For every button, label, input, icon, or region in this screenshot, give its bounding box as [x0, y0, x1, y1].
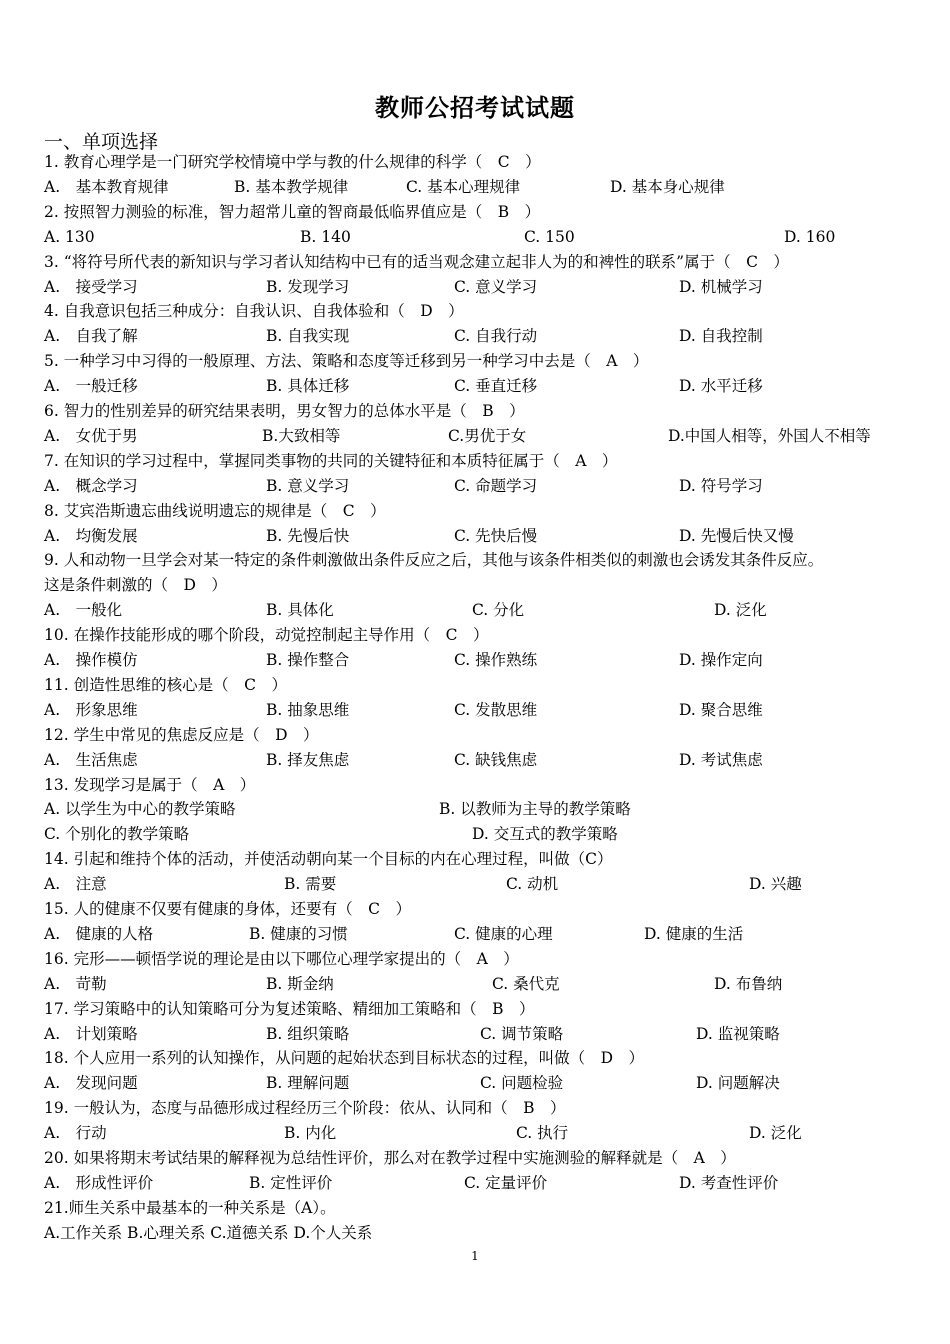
answer-option: C. 基本心理规律: [406, 177, 521, 196]
question-text: 1. 教育心理学是一门研究学校情境中学与教的什么规律的科学（ C ）: [44, 153, 541, 171]
answer-option: A. 一般迁移: [44, 377, 138, 396]
answer-options: [44, 276, 910, 298]
question-text: 3. “将符号所代表的新知识与学习者认知结构中已有的适当观念建立起非人为的和裨性的联系”属于（ C ）: [44, 252, 789, 271]
answer-option: B. 以教师为主导的教学策略: [439, 800, 631, 819]
question-text: 20. 如果将期末考试结果的解释视为总结性评价，那么对在教学过程中实施测验的解释就是（ A ）: [44, 1149, 736, 1167]
question-text: 6. 智力的性别差异的研究结果表明，男女智力的总体水平是（ B ）: [44, 402, 525, 420]
answer-option: B. 操作整合: [266, 651, 350, 669]
section-heading: 一、单项选择: [44, 131, 159, 153]
answer-option: D.中国人相等，外国人不相等: [668, 426, 871, 445]
answer-options: [44, 923, 910, 945]
document-title: 教师公招考试试题: [375, 93, 575, 122]
answer-option: D. 操作定向: [679, 651, 763, 669]
question-text: 2. 按照智力测验的标准，智力超常儿童的智商最低临界值应是（ B ）: [44, 202, 541, 221]
answer-option: C.男优于女: [448, 426, 527, 445]
answer-options: [44, 1122, 910, 1144]
question-text: 这是条件刺激的（ D ）: [44, 576, 227, 595]
answer-option: B. 理解问题: [266, 1074, 350, 1093]
answer-option: D. 先慢后快又慢: [679, 526, 794, 545]
answer-option: C. 桑代克: [492, 974, 560, 993]
answer-option: D. 泛化: [714, 601, 767, 620]
answer-option: B.大致相等: [262, 426, 341, 445]
answer-options: [44, 649, 910, 671]
answer-options: [44, 823, 910, 845]
answer-option: B. 具体迁移: [266, 377, 350, 396]
answer-option: A. 苛勒: [44, 974, 107, 993]
answer-option: D. 聚合思维: [679, 700, 763, 719]
answer-options: [44, 749, 910, 771]
answer-option: A. 形成性评价: [44, 1173, 154, 1192]
answer-option: B. 择友焦虑: [266, 750, 350, 769]
answer-option: A. 发现问题: [44, 1074, 138, 1093]
answer-option: C. 意义学习: [454, 277, 538, 296]
answer-options: [44, 973, 910, 995]
answer-option: B. 具体化: [266, 601, 334, 620]
answer-option: A. 一般化: [44, 601, 123, 620]
answer-option: B. 需要: [284, 875, 337, 894]
answer-option: D. 问题解决: [696, 1074, 780, 1093]
answer-options: [44, 325, 910, 347]
answer-option: B. 组织策略: [266, 1024, 350, 1043]
answer-option: A. 以学生为中心的教学策略: [44, 800, 236, 819]
question-text: 13. 发现学习是属于（ A ）: [44, 775, 256, 794]
answer-option: C. 执行: [516, 1124, 569, 1143]
answer-option: D. 机械学习: [679, 277, 763, 296]
answer-option: A. 基本教育规律: [44, 177, 169, 196]
question-text: 7. 在知识的学习过程中，掌握同类事物的共同的关键特征和本质特征属于（ A ）: [44, 451, 618, 470]
question-text: A.工作关系 B.心理关系 C.道德关系 D.个人关系: [44, 1223, 373, 1242]
answer-option: B. 意义学习: [266, 476, 350, 495]
answer-option: A. 130: [44, 227, 95, 246]
answer-option: A. 自我了解: [44, 327, 138, 346]
question-text: 18. 个人应用一系列的认知操作，从问题的起始状态到目标状态的过程，叫做（ D ）: [44, 1049, 645, 1068]
answer-option: B. 140: [300, 227, 351, 246]
question-text: 11. 创造性思维的核心是（ C ）: [44, 675, 287, 694]
answer-option: D. 交互式的教学策略: [472, 825, 618, 844]
answer-option: C. 操作熟练: [454, 651, 538, 669]
answer-option: D. 布鲁纳: [714, 974, 783, 993]
answer-option: A. 健康的人格: [44, 924, 154, 943]
answer-option: B. 斯金纳: [266, 974, 334, 993]
answer-options: [44, 873, 910, 895]
answer-options: [44, 1172, 910, 1194]
answer-option: A. 操作模仿: [44, 651, 138, 669]
question-text: 12. 学生中常见的焦虑反应是（ D ）: [44, 725, 319, 744]
answer-options: [44, 176, 910, 198]
question-text: 19. 一般认为，态度与品德形成过程经历三个阶段：依从、认同和（ B ）: [44, 1099, 566, 1118]
answer-option: B. 基本教学规律: [234, 177, 349, 196]
answer-option: C. 个别化的教学策略: [44, 825, 190, 844]
answer-option: C. 问题检验: [480, 1074, 564, 1093]
answer-option: C. 定量评价: [464, 1173, 548, 1192]
answer-option: D. 自我控制: [679, 327, 763, 346]
question-text: 5. 一种学习中习得的一般原理、方法、策略和态度等迁移到另一种学习中去是（ A ）: [44, 352, 649, 371]
answer-option: B. 先慢后快: [266, 526, 350, 545]
answer-option: D. 考试焦虑: [679, 750, 763, 769]
question-text: 9. 人和动物一旦学会对某一特定的条件刺激做出条件反应之后，其他与该条件相类似的刺激也会诱发其条件反应。: [44, 551, 824, 570]
answer-option: C. 命题学习: [454, 476, 538, 495]
question-text: 4. 自我意识包括三种成分：自我认识、自我体验和（ D ）: [44, 302, 464, 321]
answer-options: [44, 226, 910, 248]
answer-options: [44, 599, 910, 621]
answer-option: B. 内化: [284, 1124, 337, 1143]
answer-option: B. 自我实现: [266, 327, 350, 346]
answer-options: [44, 1023, 910, 1045]
answer-option: B. 健康的习惯: [249, 924, 348, 943]
answer-option: A. 计划策略: [44, 1024, 138, 1043]
answer-option: A. 形象思维: [44, 700, 138, 719]
answer-option: C. 缺钱焦虑: [454, 750, 538, 769]
answer-option: D. 水平迁移: [679, 377, 763, 396]
answer-option: B. 定性评价: [249, 1173, 333, 1192]
question-text: 14. 引起和维持个体的活动，并使活动朝向某一个目标的内在心理过程，叫做（C）: [44, 850, 613, 869]
answer-option: C. 分化: [472, 601, 525, 620]
answer-options: [44, 798, 910, 820]
answer-option: A. 概念学习: [44, 476, 138, 495]
answer-option: D. 监视策略: [696, 1024, 780, 1043]
answer-option: D. 符号学习: [679, 476, 763, 495]
answer-option: C. 发散思维: [454, 700, 538, 719]
answer-option: B. 发现学习: [266, 277, 350, 296]
answer-option: C. 垂直迁移: [454, 377, 538, 396]
question-text: 21.师生关系中最基本的一种关系是（A）。: [44, 1198, 336, 1217]
answer-option: A. 行动: [44, 1124, 107, 1143]
answer-options: [44, 475, 910, 497]
answer-options: [44, 1072, 910, 1094]
answer-options: [44, 375, 910, 397]
answer-option: C. 动机: [506, 875, 559, 894]
question-text: 15. 人的健康不仅要有健康的身体，还要有（ C ）: [44, 900, 411, 918]
answer-option: D. 基本身心规律: [610, 177, 725, 196]
answer-options: [44, 425, 910, 447]
answer-option: C. 先快后慢: [454, 526, 538, 545]
answer-option: A. 女优于男: [44, 426, 138, 445]
answer-option: A. 接受学习: [44, 277, 138, 296]
answer-option: C. 健康的心理: [454, 924, 553, 943]
question-text: 10. 在操作技能形成的哪个阶段，动觉控制起主导作用（ C ）: [44, 626, 489, 645]
answer-option: D. 泛化: [749, 1124, 802, 1143]
answer-options: [44, 525, 910, 547]
answer-option: C. 调节策略: [480, 1024, 564, 1043]
answer-option: A. 均衡发展: [44, 526, 138, 545]
answer-option: C. 150: [524, 227, 575, 246]
answer-option: D. 160: [784, 227, 836, 246]
answer-option: D. 考查性评价: [679, 1173, 779, 1192]
answer-option: D. 健康的生活: [644, 924, 744, 943]
question-text: 8. 艾宾浩斯遗忘曲线说明遗忘的规律是（ C ）: [44, 501, 386, 520]
question-text: 17. 学习策略中的认知策略可分为复述策略、精细加工策略和（ B ）: [44, 999, 535, 1018]
question-text: 16. 完形——顿悟学说的理论是由以下哪位心理学家提出的（ A ）: [44, 949, 519, 968]
answer-option: B. 抽象思维: [266, 700, 350, 719]
answer-option: A. 生活焦虑: [44, 750, 138, 769]
answer-option: D. 兴趣: [749, 875, 802, 894]
answer-option: C. 自我行动: [454, 327, 538, 346]
answer-option: A. 注意: [44, 875, 107, 894]
answer-options: [44, 699, 910, 721]
page-number: 1: [471, 1249, 479, 1263]
